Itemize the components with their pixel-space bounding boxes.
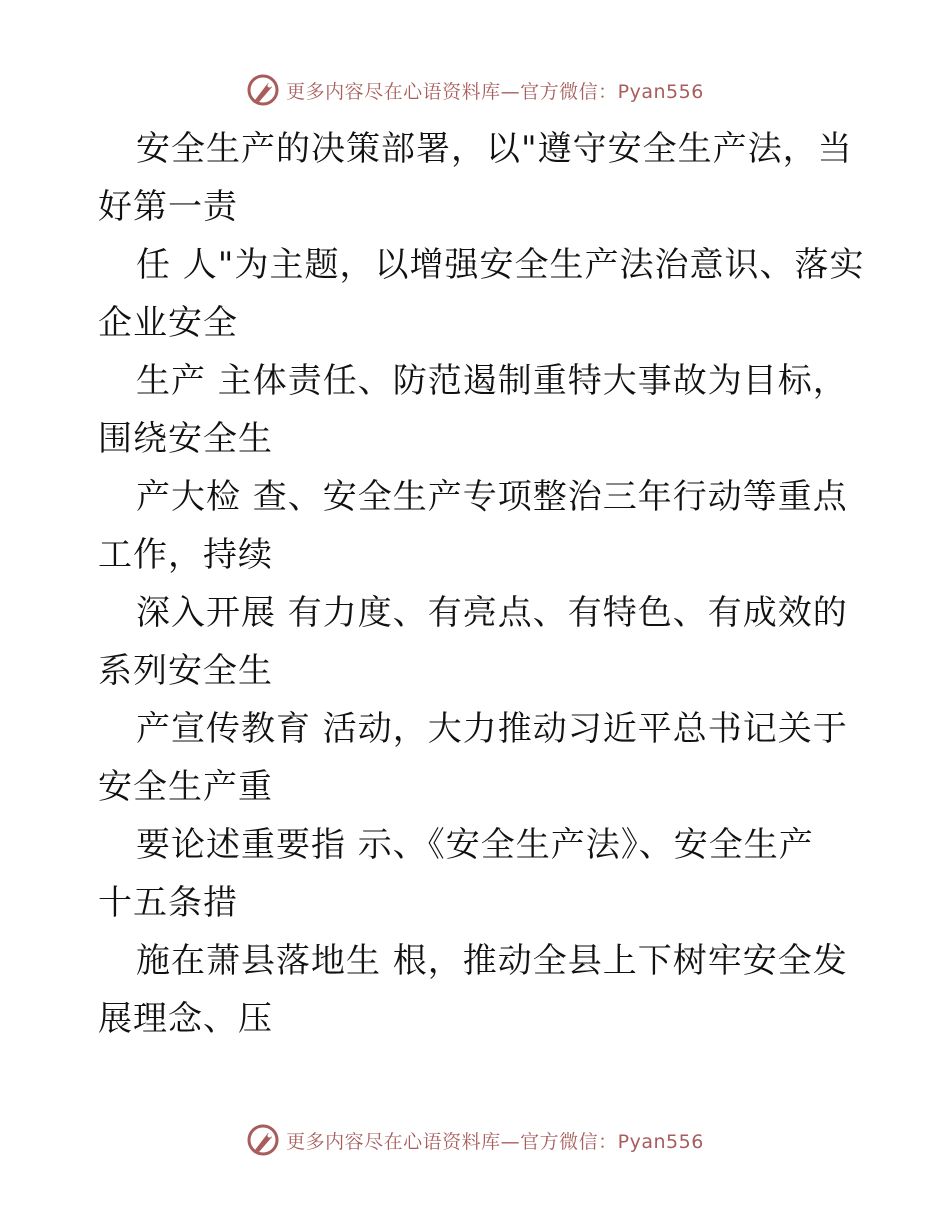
body-line: 围绕安全生 bbox=[98, 419, 273, 459]
body-line: 系列安全生 bbox=[98, 651, 273, 691]
body-line: 生产 主体责任、防范遏制重特大事故为目标， bbox=[136, 361, 848, 401]
body-line: 企业安全 bbox=[98, 303, 238, 343]
body-line: 安全生产的决策部署，以"遵守安全生产法，当 bbox=[136, 129, 853, 169]
body-line: 要论述重要指 示、《安全生产法》、安全生产 bbox=[136, 825, 814, 865]
footer-banner-text: 更多内容尽在心语资料库—官方微信：Pyan556 bbox=[286, 1130, 704, 1153]
body-line: 深入开展 有力度、有亮点、有特色、有成效的 bbox=[136, 593, 848, 633]
body-line: 安全生产重 bbox=[98, 767, 273, 807]
body-line: 产大检 查、安全生产专项整治三年行动等重点 bbox=[136, 477, 848, 517]
body-line: 十五条措 bbox=[98, 883, 238, 923]
footer-banner bbox=[0, 1120, 950, 1160]
body-line: 任 人"为主题，以增强安全生产法治意识、落实 bbox=[136, 245, 865, 285]
pen-nib-circle-icon bbox=[246, 73, 280, 107]
body-line: 工作，持续 bbox=[98, 535, 273, 575]
body-line: 好第一责 bbox=[98, 187, 238, 227]
pen-nib-circle-icon bbox=[246, 1123, 280, 1157]
body-line: 施在萧县落地生 根，推动全县上下树牢安全发 bbox=[136, 941, 848, 981]
body-line: 产宣传教育 活动，大力推动习近平总书记关于 bbox=[136, 709, 848, 749]
body-line: 展理念、压 bbox=[98, 999, 273, 1039]
header-banner bbox=[0, 70, 950, 110]
document-body bbox=[98, 120, 868, 1048]
header-banner-text: 更多内容尽在心语资料库—官方微信：Pyan556 bbox=[286, 80, 704, 103]
